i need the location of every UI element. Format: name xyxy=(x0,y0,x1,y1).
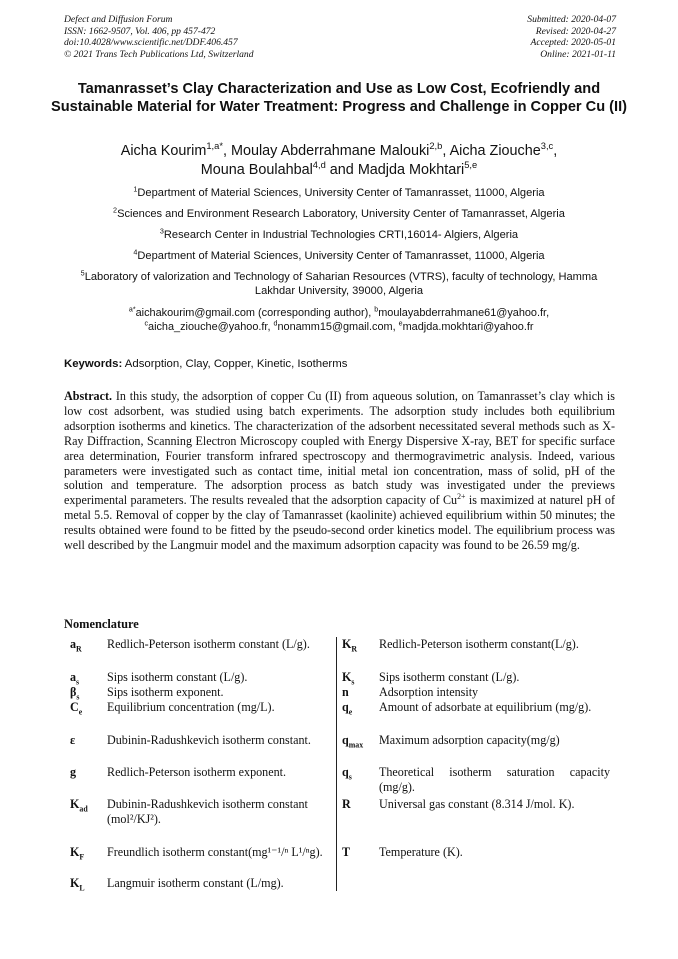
submitted-date: Submitted: 2020-04-07 xyxy=(527,14,616,25)
email-link[interactable]: nonamm15@gmail.com, xyxy=(277,320,399,333)
author: Moulay Abderrahmane Malouki$^{2,b}$, xyxy=(230,141,450,159)
nomenclature-row: $K_{ad}$ Dubinin-Radushkevich isotherm constant (mol²/KJ²). xyxy=(70,797,308,826)
nomenclature-row: n Adsorption intensity xyxy=(342,685,479,699)
author-list xyxy=(50,142,628,179)
affiliation: $^4$Department of Material Sciences, University Center of Tamanrasset, 11000, Algeria xyxy=(133,247,545,262)
nomenclature-row: $K_R$ Redlich-Peterson isotherm constant(L/g). xyxy=(342,637,579,654)
email-link[interactable]: madjda.mokhtari@yahoo.fr xyxy=(402,320,534,333)
nomenclature-row: $q_s$ Theoretical isotherm saturation capacity (mg/g). xyxy=(342,765,610,794)
doi: doi:10.4028/www.scientific.net/DDF.406.457 xyxy=(64,37,238,49)
accepted-date: Accepted: 2020-05-01 xyxy=(530,37,616,49)
column-divider xyxy=(336,637,337,891)
keywords xyxy=(64,358,616,370)
nomenclature-row: $q_{max}$ Maximum adsorption capacity(mg/g) xyxy=(342,733,560,750)
nomenclature-row: g Redlich-Peterson isotherm exponent. xyxy=(70,765,287,779)
journal-header xyxy=(64,14,254,60)
affiliations xyxy=(40,186,638,334)
email-link[interactable]: aicha_ziouche@yahoo.fr, xyxy=(148,320,274,333)
affiliation: $^1$Department of Material Sciences, University Center of Tamanrasset, 11000, Algeria xyxy=(133,184,545,199)
nomenclature-row: $K_F$ Freundlich isotherm constant(mg¹⁻¹/ⁿ L¹/ⁿg). xyxy=(70,845,323,862)
keywords-label: Keywords: xyxy=(64,358,123,370)
affiliation: $^3$Research Center in Industrial Technologies CRTI,16014- Algiers, Algeria xyxy=(159,226,519,241)
nomenclature-row: $K_L$ Langmuir isotherm constant (L/mg). xyxy=(70,876,284,893)
abstract-label: Abstract. xyxy=(64,389,113,403)
abstract: Abstract. In this study, the adsorption of copper Cu (II) from aqueous solution, on Tamanrasset’s clay which is low cost adsorbent, was studied using batch experiments. The adsorption study includes both equilibrium adsorption isotherms and kinetics. The characterization of the adsorbent necessitated several methods such as X-Ray Diffraction, Scanning Electron Microscopy coupled with Energy Dispersive X-ray, BET for specific surface area determination, Fourier transform infrared spectroscopy and thermogravimetric analysis. Indeed, various parameters were investigated such as contact time, initial metal ion concentration, mass of solid, pH of the solution and temperature. The adsorption process as batch study was investigated under the previews experimental parameters. The results revealed that the adsorption capacity of $Cu^{2+}$ is maximized at naturel pH of metal 5.5. Removal of copper by the clay of Tamanrasset (kaolinite) achieved equilibrium within 50 minutes; the results obtained were found to be fitted by the pseudo-second order kinetics model. The equilibrium process was well described by the Langmuir model and the maximum adsorption capacity was found to be 26.59 mg/g. xyxy=(64,389,615,553)
affiliation: $^5$Laboratory of valorization and Technology of Saharian Resources (VTRS), faculty of technology, Hamma Lakhdar University, 39000, Algeria xyxy=(80,268,598,297)
author: Aicha Ziouche$^{3,c}$, xyxy=(449,141,558,159)
copyright: © 2021 Trans Tech Publications Ltd, Switzerland xyxy=(64,48,254,60)
online-date: Online: 2021-01-11 xyxy=(540,48,616,60)
nomenclature-row: R Universal gas constant (8.314 J/mol. K). xyxy=(342,797,575,811)
nomenclature-row: $q_e$ Amount of adsorbate at equilibrium (mg/g). xyxy=(342,700,592,717)
nomenclature-row: ε Dubinin-Radushkevich isotherm constant. xyxy=(70,733,311,747)
nomenclature-row: $\beta_s$ Sips isotherm exponent. xyxy=(70,685,224,702)
email-link[interactable]: aichakourim@gmail.com (corresponding author), xyxy=(135,307,375,319)
keywords-text: Adsorption, Clay, Copper, Kinetic, Isotherms xyxy=(122,358,348,370)
nomenclature-row: $a_R$ Redlich-Peterson isotherm constant (L/g). xyxy=(70,637,310,654)
author: Mouna Boulahbal$^{4,d}$ and xyxy=(200,159,358,178)
email-link[interactable]: moulayabderrahmane61@yahoo.fr, xyxy=(378,307,550,319)
author: Aicha Kourim$^{1,a*}$, xyxy=(120,141,231,159)
author: Madjda Mokhtari$^{5,e}$ xyxy=(357,159,478,178)
email-list: $^{a*}$aichakourim@gmail.com (corresponding author), $^b$moulayabderrahmane61@yahoo.fr, $^c$aicha_ziouche@yahoo.fr, $^d$nonamm15@gmail.com, $^e$madjda.mokhtari@yahoo.fr xyxy=(128,305,550,333)
nomenclature-row: $C_e$ Equilibrium concentration (mg/L). xyxy=(70,700,275,717)
nomenclature-row: $a_s$ Sips isotherm constant (L/g). xyxy=(70,670,248,687)
journal-name: Defect and Diffusion Forum xyxy=(64,14,173,25)
issn: ISSN: 1662-9507, Vol. 406, pp 457-472 xyxy=(64,25,216,37)
nomenclature-row: $K_s$ Sips isotherm constant (L/g). xyxy=(342,670,520,687)
paper-title: Tamanrasset’s Clay Characterization and Use as Low Cost, Ecofriendly and Sustainable Material for Water Treatment: Progress and Challenge in Copper Cu (II) xyxy=(50,81,628,115)
affiliation: $^2$Sciences and Environment Research Laboratory, University Center of Tamanrasset, Algeria xyxy=(113,205,565,220)
dates-header xyxy=(527,14,616,60)
nomenclature-row: T Temperature (K). xyxy=(342,845,463,859)
nomenclature-title: Nomenclature xyxy=(64,617,139,631)
revised-date: Revised: 2020-04-27 xyxy=(535,25,616,37)
